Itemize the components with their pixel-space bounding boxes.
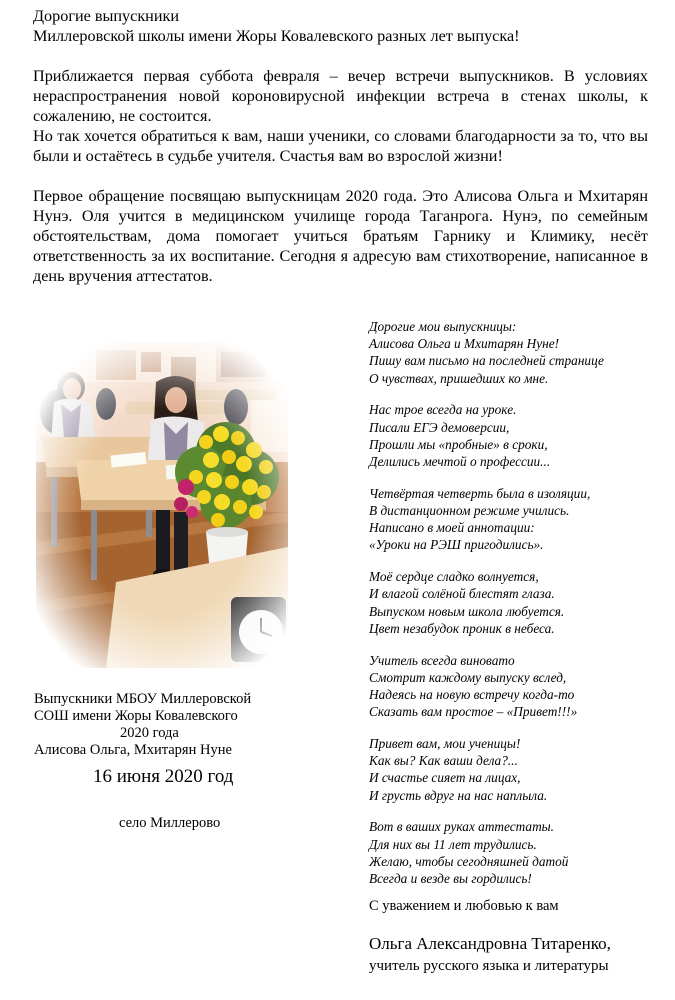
greeting-line-1: Дорогие выпускники bbox=[33, 7, 180, 25]
poem-line: Дорогие мои выпускницы: bbox=[369, 319, 517, 334]
poem bbox=[369, 318, 669, 902]
caption-line-1: Выпускники МБОУ Миллеровской bbox=[34, 691, 252, 707]
greeting-line-2: Миллеровской школы имени Жоры Ковалевского разных лет выпуска! bbox=[33, 27, 520, 45]
poem-line: Писали ЕГЭ демоверсии, bbox=[369, 419, 510, 435]
letter-body bbox=[33, 6, 648, 286]
classroom-photo-icon bbox=[36, 342, 288, 668]
poem-stanza bbox=[369, 318, 669, 387]
poem-line: Как вы? Как ваши дела?... bbox=[369, 753, 518, 769]
caption-line-2: СОШ имени Жоры Ковалевского bbox=[34, 708, 238, 724]
caption-line-4: Алисова Ольга, Мхитарян Нуне bbox=[34, 742, 232, 758]
poem-line: И влагой солёной блестят глаза. bbox=[369, 586, 555, 602]
poem-line: Сказать вам простое – «Привет!!!» bbox=[369, 704, 578, 720]
poem-stanza bbox=[369, 735, 669, 804]
poem-line: Смотрит каждому выпуску вслед, bbox=[369, 669, 567, 685]
poem-line: Привет вам, мои ученицы! bbox=[369, 736, 521, 752]
poem-line: Желаю, чтобы сегодняшней датой bbox=[369, 853, 569, 869]
paragraph-1: Приближается первая суббота февраля – вечер встречи выпускников. В условиях нераспространения новой короновирусной инфекции встреча в стенах школы, к сожалению, не состоится. bbox=[33, 67, 648, 125]
poem-line: Для них вы 11 лет трудились. bbox=[369, 836, 537, 852]
poem-stanza bbox=[369, 652, 669, 721]
poem-line: Надеясь на новую встречу когда-то bbox=[369, 687, 575, 703]
poem-line: Всегда и везде вы гордились! bbox=[369, 871, 532, 887]
paragraph-2: Но так хочется обратиться к вам, наши ученики, со словами благодарности за то, что вы были и остаётесь в судьбе учителя. Счастья вам во взрослой жизни! bbox=[33, 127, 648, 165]
poem-line: Четвёртая четверть была в изоляции, bbox=[369, 485, 591, 501]
poem-line: И счастье сияет на лицах, bbox=[369, 770, 521, 786]
poem-stanza bbox=[369, 401, 669, 470]
poem-line: «Уроки на РЭШ пригодились». bbox=[369, 537, 544, 553]
poem-stanza bbox=[369, 485, 669, 554]
poem-line: Делились мечтой о профессии... bbox=[369, 454, 551, 470]
caption-line-3: 2020 года bbox=[120, 725, 179, 741]
poem-line: Цвет незабудок проник в небеса. bbox=[369, 620, 555, 636]
poem-line: Алисова Ольга и Мхитарян Нуне! bbox=[369, 336, 560, 352]
poem-line: И грусть вдруг на нас наплыла. bbox=[369, 787, 548, 803]
poem-line: Моё сердце сладко волнуется, bbox=[369, 569, 539, 585]
poem-line: О чувствах, пришедших ко мне. bbox=[369, 370, 549, 386]
poem-stanza bbox=[369, 568, 669, 637]
poem-line: Пишу вам письмо на последней странице bbox=[369, 353, 604, 369]
poem-line: Вот в ваших руках аттестаты. bbox=[369, 819, 555, 835]
signature-author: Ольга Александровна Титаренко, bbox=[369, 934, 611, 953]
poem-line: Написано в моей аннотации: bbox=[369, 520, 535, 536]
signature-role: учитель русского языка и литературы bbox=[369, 958, 609, 974]
photo-caption bbox=[30, 691, 300, 759]
poem-line: Нас трое всегда на уроке. bbox=[369, 402, 517, 418]
poem-line: Прошли мы «пробные» в сроки, bbox=[369, 436, 548, 452]
paragraph-3: Первое обращение посвящаю выпускницам 2020 года. Это Алисова Ольга и Мхитарян Нунэ. Оля учится в медицинском училище города Таганрога. Нунэ, по семейным обстоятельствам, дома помогает учиться братьям Гарнику и Климику, несёт ответственность за их воспитание. Сегодня я адресую вам стихотворение, написанное в день вручения аттестатов. bbox=[33, 187, 648, 285]
caption-village: село Миллерово bbox=[119, 815, 221, 831]
poem-line: Учитель всегда виновато bbox=[369, 652, 515, 668]
caption-date: 16 июня 2020 год bbox=[93, 766, 234, 787]
signature-regards: С уважением и любовью к вам bbox=[369, 898, 559, 914]
poem-stanza bbox=[369, 818, 669, 887]
poem-line: В дистанционном режиме учились. bbox=[369, 503, 570, 519]
poem-line: Выпуском новым школа любуется. bbox=[369, 603, 565, 619]
